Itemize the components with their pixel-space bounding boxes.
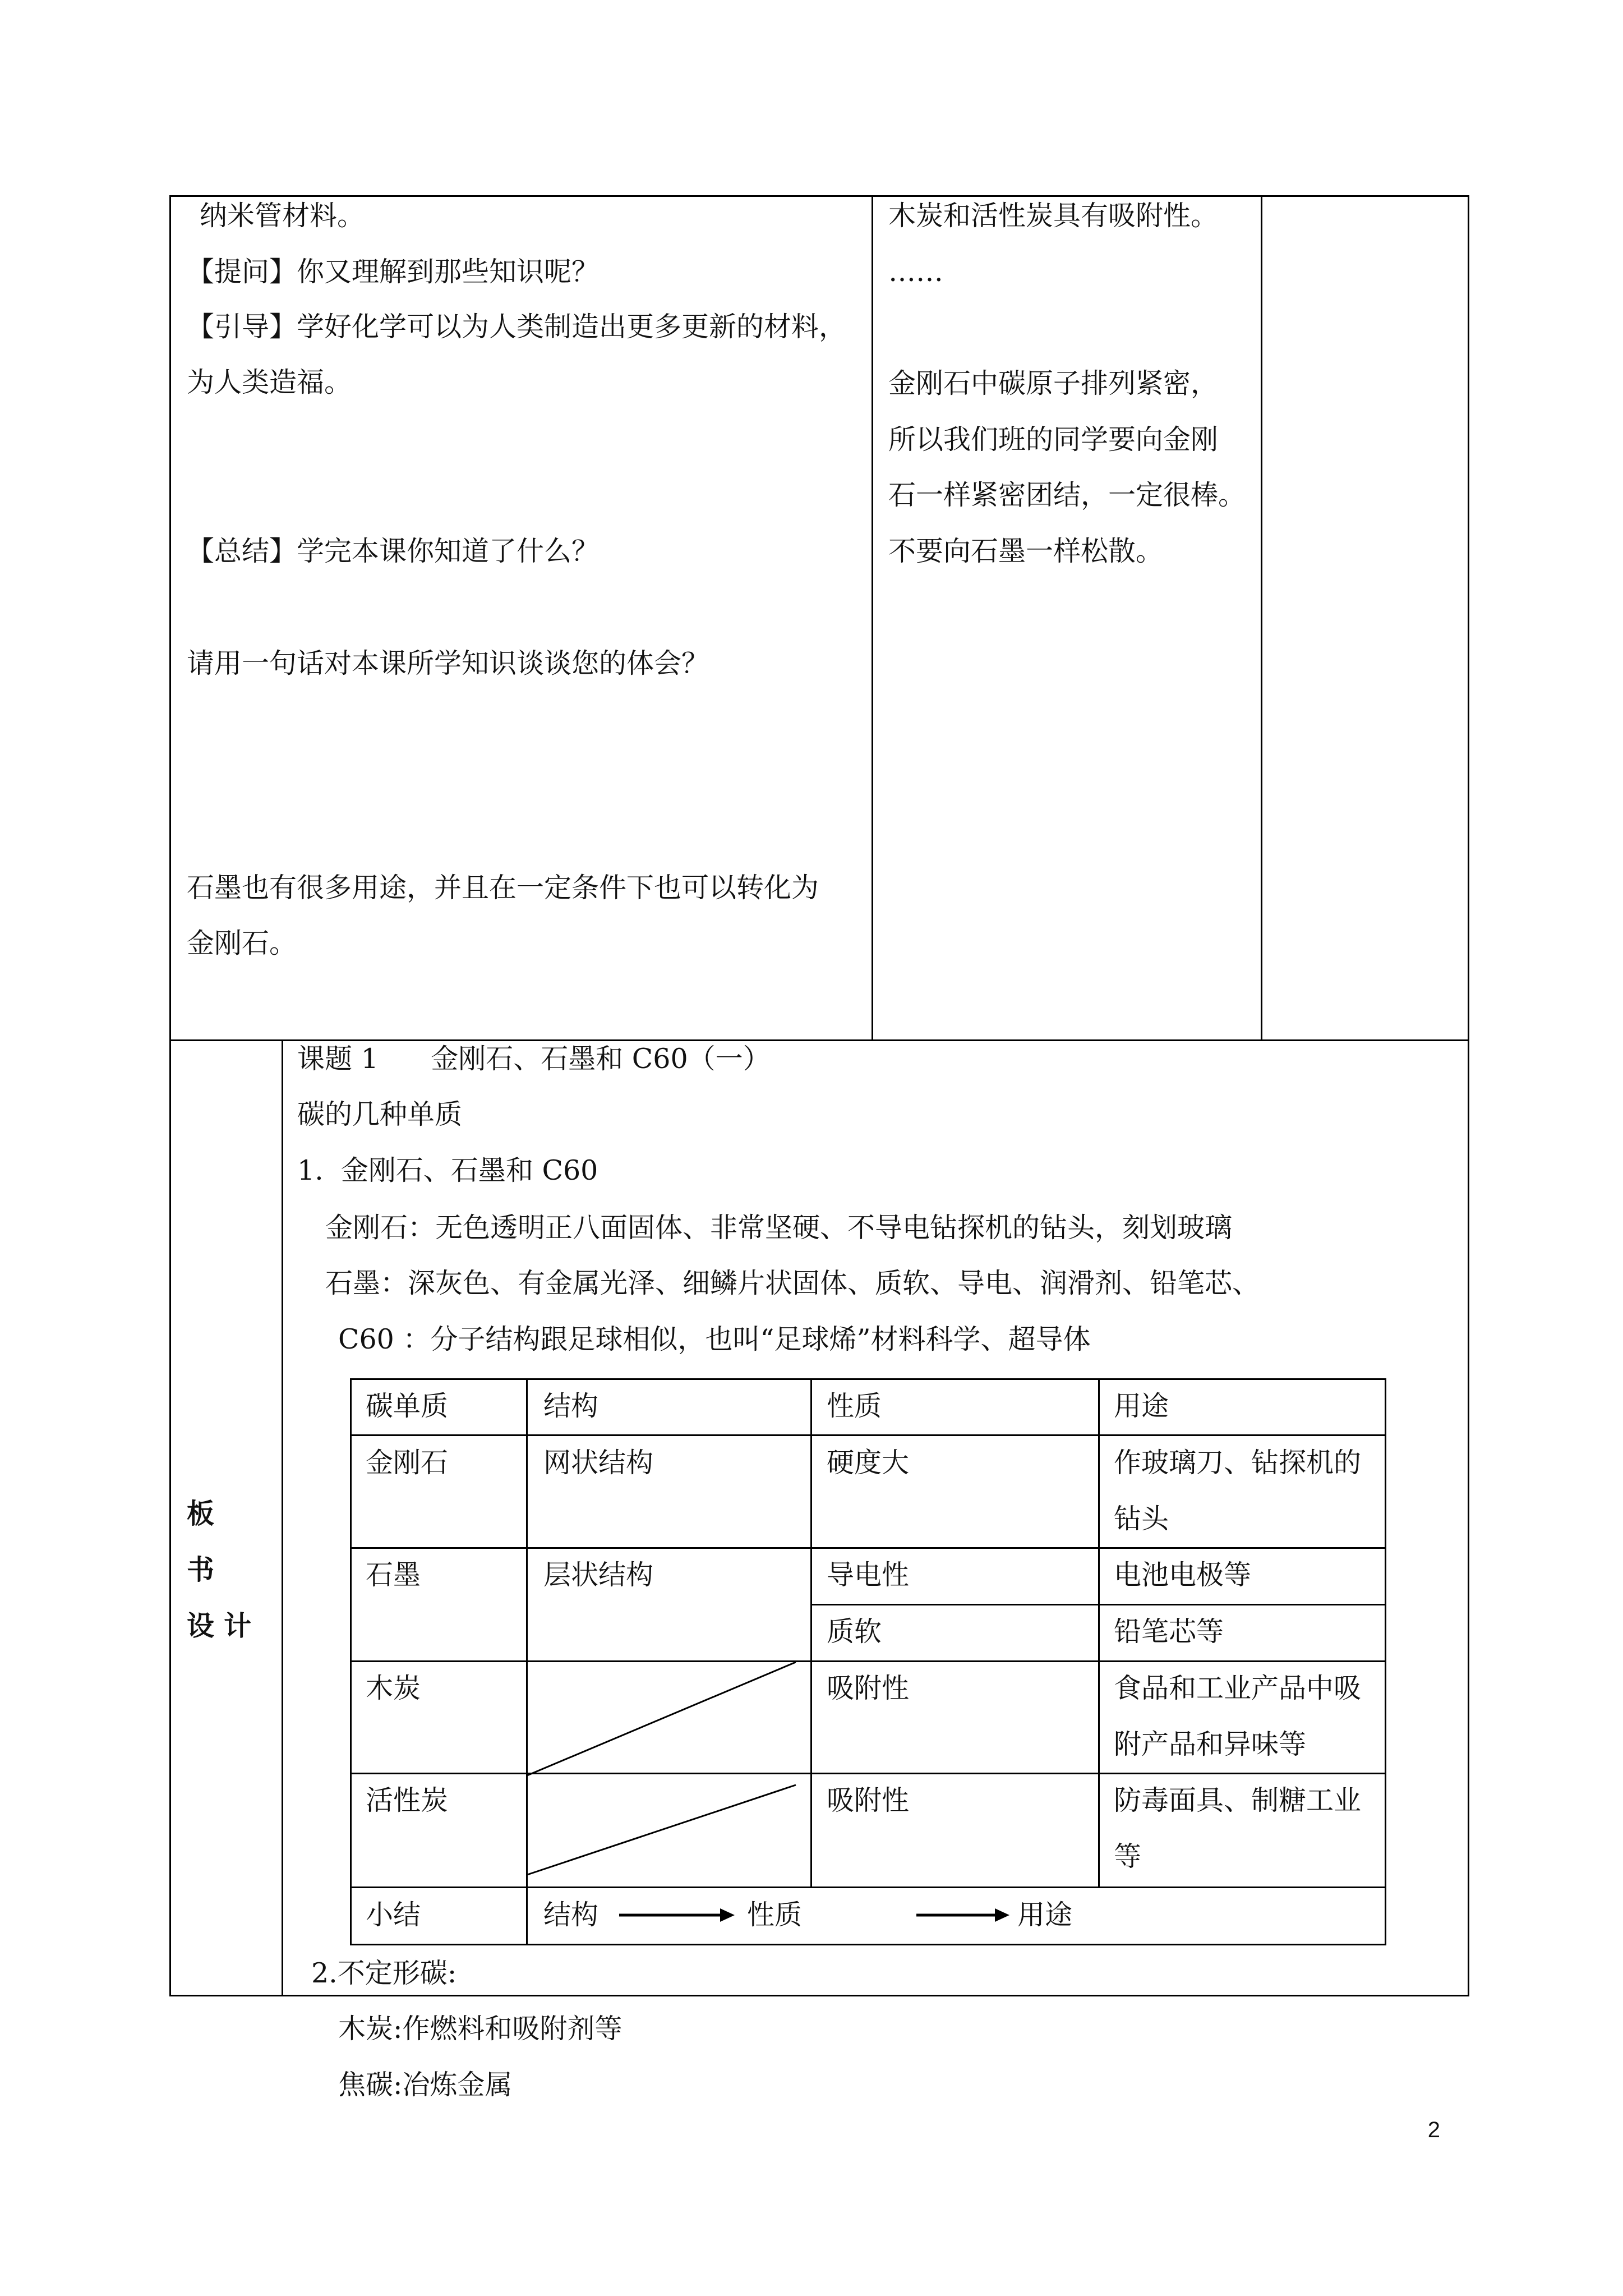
row-charcoal-name: 木炭 (366, 1672, 421, 1704)
board-title: 课题 1 金刚石、石墨和 C60（一） (297, 1043, 771, 1075)
charcoal-line: 木炭:作燃料和吸附剂等 (338, 2013, 623, 2045)
board-label-1: 板 (187, 1497, 215, 1530)
lower-label-divider (282, 1039, 283, 1996)
outer-bottom-border (169, 1995, 1469, 1996)
header-use: 用途 (1114, 1390, 1169, 1422)
upper-left-line-3: 【引导】学好化学可以为人类制造出更多更新的材料， (187, 311, 847, 343)
row-diamond-name: 金刚石 (366, 1447, 449, 1479)
row-graphite-use-2: 铅笔芯等 (1114, 1616, 1224, 1648)
upper-col2-divider (1261, 195, 1262, 1041)
row-diamond-structure: 网状结构 (543, 1447, 654, 1479)
row-graphite-use-1: 电池电极等 (1114, 1559, 1252, 1591)
carbon-table (350, 1378, 1386, 1958)
upper-right-line-1: 木炭和活性炭具有吸附性。 (888, 200, 1219, 232)
row-graphite-name: 石墨 (366, 1559, 421, 1591)
upper-lower-divider (169, 1039, 1469, 1041)
outer-right-border (1468, 195, 1469, 1996)
row-charcoal-use-2: 附产品和异味等 (1114, 1728, 1307, 1760)
upper-right-line-5: 石一样紧密团结，一定很棒。 (888, 479, 1246, 511)
section-2-heading: 2.不定形碳: (311, 1957, 457, 1989)
row-graphite-property-2: 质软 (827, 1616, 882, 1648)
c60-line: C60 ：分子结构跟足球相似，也叫“足球烯”材料科学、超导体 (338, 1323, 1091, 1355)
row-activated-name: 活性炭 (366, 1784, 449, 1816)
summary-use: 用途 (1017, 1899, 1073, 1931)
upper-right-line-3: 金刚石中碳原子排列紧密， (888, 367, 1219, 399)
upper-left-line-6: 请用一句话对本课所学知识谈谈您的体会？ (187, 647, 709, 679)
row-charcoal-property: 吸附性 (827, 1672, 910, 1704)
row-activated-use-1: 防毒面具、制糖工业 (1114, 1784, 1362, 1816)
upper-left-line-5: 【总结】学完本课你知道了什么？ (187, 535, 600, 567)
upper-left-line-4: 为人类造福。 (187, 366, 352, 398)
upper-right-line-4: 所以我们班的同学要向金刚 (888, 424, 1219, 455)
row-graphite-property-1: 导电性 (827, 1559, 910, 1591)
page-number: 2 (1427, 2118, 1440, 2142)
upper-left-line-1: 纳米管材料。 (200, 200, 365, 232)
outer-top-border (169, 195, 1469, 197)
board-label-2: 书 (187, 1553, 215, 1586)
row-diamond-use-2: 钻头 (1114, 1503, 1169, 1535)
upper-right-line-2: …… (888, 256, 943, 288)
upper-right-line-6: 不要向石墨一样松散。 (888, 535, 1164, 567)
graphite-line: 石墨：深灰色、有金属光泽、细鳞片状固体、质软、导电、润滑剂、铅笔芯、 (325, 1267, 1260, 1299)
row-activated-property: 吸附性 (827, 1784, 910, 1816)
coke-line: 焦碳:冶炼金属 (338, 2069, 513, 2101)
upper-left-line-7: 石墨也有很多用途，并且在一定条件下也可以转化为 (187, 872, 819, 904)
upper-left-line-8: 金刚石。 (187, 927, 297, 959)
row-activated-use-2: 等 (1114, 1841, 1142, 1872)
summary-label: 小结 (366, 1899, 421, 1931)
row-charcoal-use-1: 食品和工业产品中吸 (1114, 1672, 1362, 1704)
board-label-3: 设 计 (187, 1609, 252, 1642)
row-diamond-property: 硬度大 (827, 1447, 910, 1479)
header-carbon: 碳单质 (366, 1390, 449, 1422)
row-diamond-use-1: 作玻璃刀、钻探机的 (1114, 1447, 1362, 1479)
outer-left-border (169, 195, 171, 1996)
upper-col1-divider (872, 195, 873, 1041)
summary-structure: 结构 (543, 1899, 599, 1931)
board-subtitle: 碳的几种单质 (297, 1098, 463, 1130)
row-graphite-structure: 层状结构 (543, 1559, 654, 1591)
section-1-heading: 1. 金刚石、石墨和 C60 (297, 1154, 598, 1186)
diamond-line: 金刚石：无色透明正八面固体、非常坚硬、不导电钻探机的钻头，刻划玻璃 (325, 1212, 1233, 1244)
header-property: 性质 (827, 1390, 882, 1422)
summary-property: 性质 (747, 1899, 803, 1931)
header-structure: 结构 (543, 1390, 599, 1422)
upper-left-line-2: 【提问】你又理解到那些知识呢？ (187, 256, 600, 288)
